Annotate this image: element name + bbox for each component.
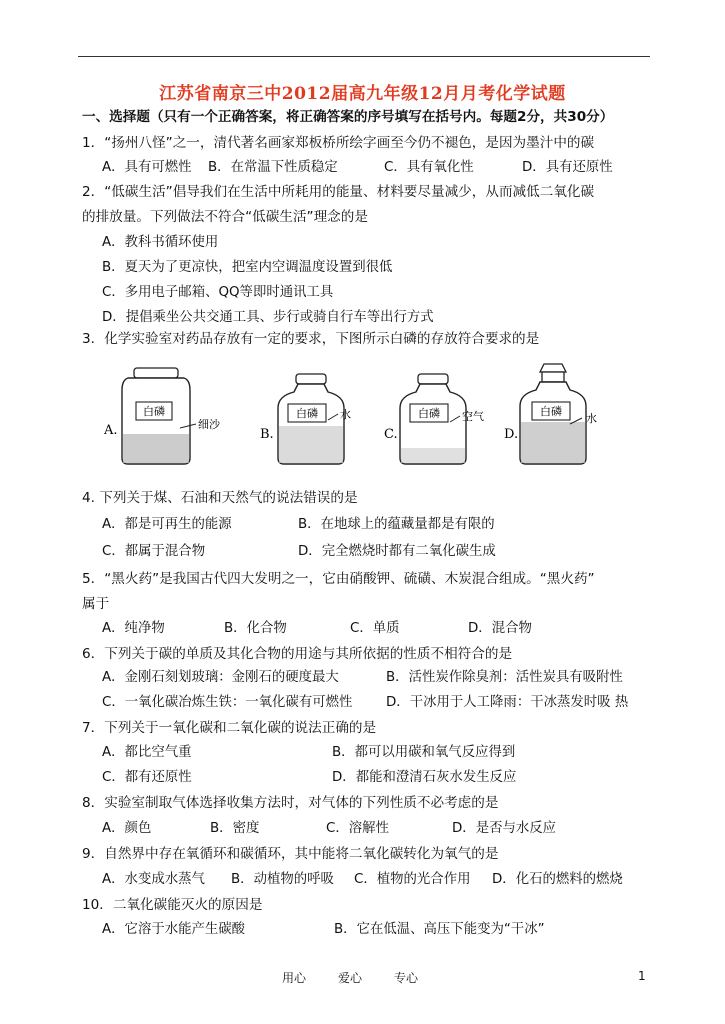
q10-option-a: A．它溶于水能产生碳酸 xyxy=(102,922,246,937)
q9-option-a: A．水变成水蒸气 xyxy=(102,872,205,887)
q6-option-c: C．一氧化碳冶炼生铁：一氧化碳有可燃性 xyxy=(102,695,353,710)
bottle-a xyxy=(103,368,221,464)
q7-option-b: B．都可以用碳和氧气反应得到 xyxy=(332,745,516,760)
bottle-d-label: 白磷 xyxy=(540,405,562,418)
question-10-stem: 10．二氧化碳能灭火的原因是 xyxy=(82,897,263,913)
bottle-a-label: 白磷 xyxy=(143,405,165,418)
bottle-b-label: 白磷 xyxy=(296,407,318,420)
q2-option-a: A．教科书循环使用 xyxy=(102,235,219,250)
bottle-a-note: 细沙 xyxy=(198,418,220,431)
q9-option-d: D．化石的燃料的燃烧 xyxy=(492,872,623,887)
q8-option-c: C．溶解性 xyxy=(326,821,389,836)
q5-option-b: B．化合物 xyxy=(224,621,287,636)
question-7-stem: 7．下列关于一氧化碳和二氧化碳的说法正确的是 xyxy=(82,720,377,736)
question-5-stem-line1: 5．“黑火药”是我国古代四大发明之一，它由硝酸钾、硫磺、木炭混合组成。“黑火药” xyxy=(82,571,595,587)
q9-option-c: C．植物的光合作用 xyxy=(354,872,471,887)
q6-option-a: A．金刚石刻划玻璃：金刚石的硬度最大 xyxy=(102,670,339,685)
page-title: 江苏省南京三中2012届高九年级12月月考化学试题 xyxy=(159,84,566,104)
q7-option-c: C．都有还原性 xyxy=(102,770,192,785)
q4-option-a: A．都是可再生的能源 xyxy=(102,517,232,532)
q8-option-d: D．是否与水反应 xyxy=(452,821,557,836)
bottle-a-letter: A. xyxy=(104,423,118,438)
q1-option-d: D．具有还原性 xyxy=(522,160,613,175)
bottle-b xyxy=(260,374,351,464)
bottle-d-letter: D. xyxy=(504,427,519,442)
q6-option-d: D．干冰用于人工降雨：干冰蒸发时吸 热 xyxy=(386,695,629,710)
q7-option-a: A．都比空气重 xyxy=(102,745,192,760)
bottle-c xyxy=(384,374,484,464)
header-rule xyxy=(78,56,650,57)
bottle-c-label: 白磷 xyxy=(418,407,440,420)
q7-option-d: D．都能和澄清石灰水发生反应 xyxy=(332,770,517,785)
question-8-stem: 8．实验室制取气体选择收集方法时，对气体的下列性质不必考虑的是 xyxy=(82,795,499,811)
footer-word-2: 爱心 xyxy=(338,971,363,985)
bottle-b-note: 水 xyxy=(340,408,351,421)
q2-option-c: C．多用电子邮箱、QQ等即时通讯工具 xyxy=(102,285,334,300)
q8-option-b: B．密度 xyxy=(210,821,260,836)
section-heading: 一、选择题（只有一个正确答案，将正确答案的序号填写在括号内。每题2分，共30分） xyxy=(82,109,614,125)
bottle-c-note: 空气 xyxy=(462,410,484,423)
q6-option-b: B．活性炭作除臭剂：活性炭具有吸附性 xyxy=(386,670,623,685)
bottle-d-note: 水 xyxy=(586,412,597,425)
question-4-stem: 4. 下列关于煤、石油和天然气的说法错误的是 xyxy=(82,490,358,506)
question-9-stem: 9．自然界中存在氧循环和碳循环，其中能将二氧化碳转化为氧气的是 xyxy=(82,846,499,862)
footer-word-1: 用心 xyxy=(282,971,307,985)
q2-option-b: B．夏天为了更凉快，把室内空调温度设置到很低 xyxy=(102,260,393,275)
bottle-b-letter: B. xyxy=(260,427,274,442)
question-6-stem: 6．下列关于碳的单质及其化合物的用途与其所依据的性质不相符合的是 xyxy=(82,646,513,662)
page-number: 1 xyxy=(638,969,646,983)
q5-option-a: A．纯净物 xyxy=(102,621,165,636)
question-2-stem-line1: 2．“低碳生活”倡导我们在生活中所耗用的能量、材料要尽量减少，从而减低二氧化碳 xyxy=(82,184,595,200)
question-5-stem-line2: 属于 xyxy=(82,596,110,612)
bottle-d xyxy=(504,364,597,464)
q5-option-c: C．单质 xyxy=(350,621,400,636)
bottle-c-letter: C. xyxy=(384,427,398,442)
question-2-stem-line2: 的排放量。下列做法不符合“低碳生活”理念的是 xyxy=(82,209,368,225)
q1-option-a: A．具有可燃性 xyxy=(102,160,192,175)
q4-option-b: B．在地球上的蕴藏量都是有限的 xyxy=(298,517,495,532)
question-1-stem: 1．“扬州八怪”之一，清代著名画家郑板桥所绘字画至今仍不褪色，是因为墨汁中的碳 xyxy=(82,135,595,151)
footer-word-3: 专心 xyxy=(394,971,419,985)
question-3-stem: 3．化学实验室对药品存放有一定的要求，下图所示白磷的存放符合要求的是 xyxy=(82,331,540,347)
q1-option-b: B．在常温下性质稳定 xyxy=(208,160,338,175)
q2-option-d: D．提倡乘坐公共交通工具、步行或骑自行车等出行方式 xyxy=(102,310,434,325)
q9-option-b: B．动植物的呼吸 xyxy=(231,872,334,887)
q5-option-d: D．混合物 xyxy=(468,621,532,636)
q4-option-c: C．都属于混合物 xyxy=(102,544,206,559)
q4-option-d: D．完全燃烧时都有二氧化碳生成 xyxy=(298,544,496,559)
phosphorus-storage-figure xyxy=(100,362,620,472)
q10-option-b: B．它在低温、高压下能变为“干冰” xyxy=(334,922,545,937)
q8-option-a: A．颜色 xyxy=(102,821,152,836)
q1-option-c: C．具有氧化性 xyxy=(384,160,474,175)
